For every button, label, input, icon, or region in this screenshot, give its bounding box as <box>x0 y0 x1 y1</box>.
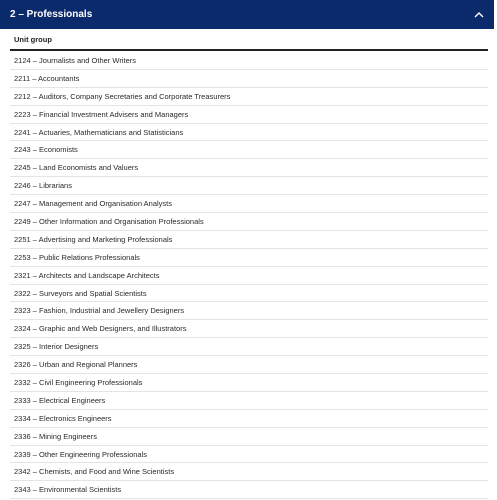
table-row: 2332 – Civil Engineering Professionals <box>10 374 488 392</box>
table-row: 2334 – Electronics Engineers <box>10 410 488 428</box>
table-row: 2249 – Other Information and Organisation Professionals <box>10 213 488 231</box>
accordion-title: 2 – Professionals <box>10 9 93 20</box>
table-row: 2253 – Public Relations Professionals <box>10 249 488 267</box>
table-row: 2251 – Advertising and Marketing Professionals <box>10 231 488 249</box>
table-row: 2212 – Auditors, Company Secretaries and Corporate Treasurers <box>10 88 488 106</box>
accordion-header-professionals[interactable] <box>0 0 494 29</box>
table-row: 2342 – Chemists, and Food and Wine Scientists <box>10 463 488 481</box>
table-row: 2322 – Surveyors and Spatial Scientists <box>10 285 488 303</box>
table-row: 2245 – Land Economists and Valuers <box>10 159 488 177</box>
column-header-unit-group: Unit group <box>10 29 488 51</box>
table-row: 2326 – Urban and Regional Planners <box>10 356 488 374</box>
table-row: 2321 – Architects and Landscape Architects <box>10 267 488 285</box>
table-row: 2243 – Economists <box>10 141 488 159</box>
table-row: 2325 – Interior Designers <box>10 338 488 356</box>
table-row: 2223 – Financial Investment Advisers and Managers <box>10 106 488 124</box>
table-row: 2247 – Management and Organisation Analysts <box>10 195 488 213</box>
table-body <box>10 52 488 499</box>
table-row: 2246 – Librarians <box>10 177 488 195</box>
table-row: 2323 – Fashion, Industrial and Jewellery Designers <box>10 302 488 320</box>
table-row: 2343 – Environmental Scientists <box>10 481 488 499</box>
table-row: 2241 – Actuaries, Mathematicians and Statisticians <box>10 124 488 142</box>
table-row: 2324 – Graphic and Web Designers, and Illustrators <box>10 320 488 338</box>
table-row: 2333 – Electrical Engineers <box>10 392 488 410</box>
table-row: 2211 – Accountants <box>10 70 488 88</box>
unit-group-table <box>10 29 488 499</box>
table-row: 2124 – Journalists and Other Writers <box>10 52 488 70</box>
table-row: 2339 – Other Engineering Professionals <box>10 446 488 464</box>
chevron-up-icon[interactable] <box>472 8 486 22</box>
table-row: 2336 – Mining Engineers <box>10 428 488 446</box>
